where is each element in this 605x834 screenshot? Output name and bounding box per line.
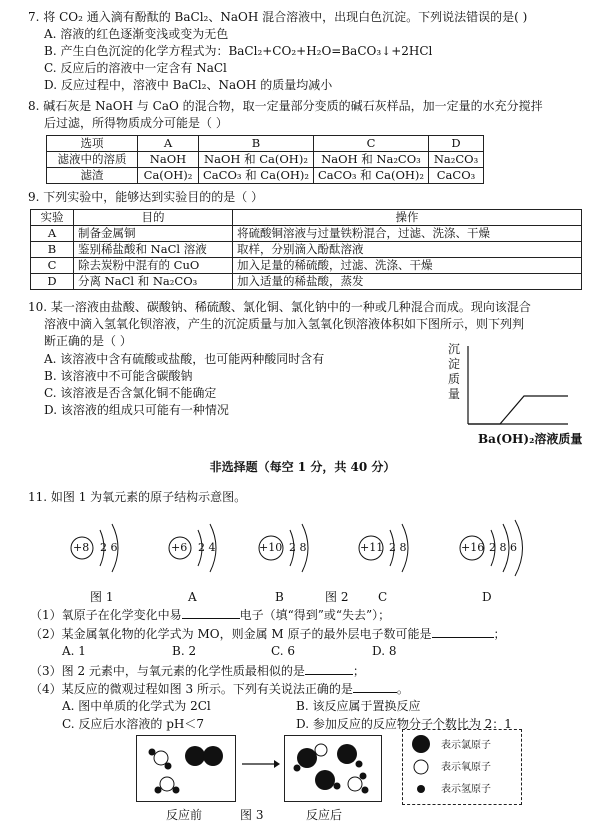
q10-option-a: A. 该溶液中含有硫酸或盐酸，也可能两种酸同时含有: [44, 352, 325, 366]
atomA-shells: 2 4: [198, 541, 216, 554]
q9-cell: A: [31, 226, 74, 242]
legend-oxygen-icon: [414, 760, 428, 774]
q10-option-c: C. 该溶液是否含氯化铜不能确定: [44, 386, 217, 400]
table-row: [31, 242, 582, 258]
atomD-label: D: [482, 590, 492, 604]
graph-axes: [448, 338, 588, 438]
q11-sub1: [30, 607, 390, 623]
reaction-before-molecules: [137, 736, 235, 801]
q11-sub2-option-d: D. 8: [372, 644, 397, 658]
table-row: [47, 168, 484, 184]
q11-sub2-text-a: （2）某金属氧化物的化学式为 MO，则金属 M 原子的最外层电子数可能是: [30, 627, 432, 641]
atomB-label: B: [275, 590, 284, 604]
q9-cell: 加入适量的稀盐酸，蒸发: [233, 274, 582, 290]
atomC-nucleus: +11: [360, 541, 384, 554]
legend-oxygen-label: 表示氧原子: [441, 762, 491, 773]
q9-header-0: 实验: [31, 210, 74, 226]
reaction-after-molecules: [285, 736, 381, 801]
q7-option-c: C. 反应后的溶液中一定含有 NaCl: [44, 61, 227, 75]
table-row: [31, 274, 582, 290]
q11-sub1-text-a: （1）氧原子在化学变化中易: [30, 608, 182, 622]
q9-header-2: 操作: [233, 210, 582, 226]
q8-cell: Na₂CO₃: [429, 152, 484, 168]
q11-sub4-text-a: （4）某反应的微观过程如图 3 所示。下列有关说法正确的是: [30, 682, 353, 696]
q9-cell: 除去炭粉中混有的 CuO: [74, 258, 233, 274]
atomC-label: C: [378, 590, 388, 604]
table-row: [31, 210, 582, 226]
q10-stem-line1: 10. 某一溶液由盐酸、碳酸钠、稀硫酸、氯化铜、氯化钠中的一种或几种混合而成。现向该混合: [28, 300, 531, 314]
q8-cell: CaCO₃ 和 Ca(OH)₂: [199, 168, 314, 184]
q8-header-4: D: [429, 136, 484, 152]
q8-stem-line1: 8. 碱石灰是 NaOH 与 CaO 的混合物，取一定量部分变质的碱石灰样品，加一定量的水充分搅拌: [28, 99, 543, 113]
atomB-nucleus: +10: [259, 541, 283, 554]
q11-sub4-text-b: 。: [396, 682, 409, 696]
q8-cell: CaCO₃: [429, 168, 484, 184]
q9-cell: 加入足量的稀硫酸，过滤、洗涤、干燥: [233, 258, 582, 274]
q8-cell: NaOH: [138, 152, 199, 168]
q8-cell: 滤液中的溶质: [47, 152, 138, 168]
q11-sub4-option-b: B. 该反应属于置换反应: [296, 699, 421, 713]
q7-option-b: B. 产生白色沉淀的化学方程式为：BaCl₂+CO₂+H₂O=BaCO₃↓+2HCl: [44, 44, 433, 58]
q10-graph: [448, 338, 588, 450]
q11-sub2: [30, 626, 506, 642]
graph-xlabel: Ba(OH)₂溶液质量: [478, 432, 583, 446]
atomB-shells: 2 8: [289, 541, 307, 554]
reaction-after-box: [284, 735, 382, 802]
q9-cell: 分离 NaCl 和 Na₂CO₃: [74, 274, 233, 290]
table-row: [31, 258, 582, 274]
table-row: [47, 152, 484, 168]
fig3-after-label: 反应后: [306, 808, 343, 822]
graph-ylabel: 沉淀质量: [448, 342, 461, 401]
q9-cell: 将硫酸铜溶液与过量铁粉混合，过滤、洗涤、干燥: [233, 226, 582, 242]
q8-header-3: C: [314, 136, 429, 152]
q11-sub2-option-c: C. 6: [271, 644, 296, 658]
fig3-label: 图 3: [240, 808, 264, 822]
q8-cell: NaOH 和 Na₂CO₃: [314, 152, 429, 168]
q7-option-d: D. 反应过程中，溶液中 BaCl₂、NaOH 的质量均减小: [44, 78, 333, 92]
legend-chlorine-label: 表示氯原子: [441, 740, 491, 751]
q8-header-2: B: [199, 136, 314, 152]
q11-sub3-text-b: ；: [352, 664, 365, 678]
q11-sub4-option-d: D. 参加反应的反应物分子个数比为 2：1: [296, 717, 512, 731]
q8-cell: CaCO₃ 和 Ca(OH)₂: [314, 168, 429, 184]
q11-sub4-option-a: A. 图中单质的化学式为 2Cl: [62, 699, 211, 713]
legend-icons: [407, 730, 437, 804]
atom1-nucleus: +8: [73, 541, 90, 554]
q8-cell: 滤渣: [47, 168, 138, 184]
q11-sub1-text-b: 电子（填“得到”或“失去”）；: [239, 608, 391, 622]
graph-curve: [468, 396, 568, 424]
q9-cell: 取样，分别滴入酚酞溶液: [233, 242, 582, 258]
q11-sub3: [30, 663, 365, 679]
atomC-shells: 2 8: [389, 541, 407, 554]
q11-sub4: [30, 681, 409, 697]
atomA-nucleus: +6: [171, 541, 188, 554]
q8-cell: Ca(OH)₂: [138, 168, 199, 184]
table-row: [31, 226, 582, 242]
q9-stem: 9. 下列实验中，能够达到实验目的的是（ ）: [28, 190, 264, 204]
q11-sub4-option-c: C. 反应后水溶液的 pH＜7: [62, 717, 204, 731]
table-row: [47, 136, 484, 152]
q10-option-b: B. 该溶液中不可能含碳酸钠: [44, 369, 193, 383]
q8-header-1: A: [138, 136, 199, 152]
q11-sub2-text-b: ；: [493, 627, 506, 641]
q9-cell: B: [31, 242, 74, 258]
q10-option-d: D. 该溶液的组成只可能有一种情况: [44, 403, 229, 417]
q10-stem-line3: 断正确的是（ ）: [44, 334, 132, 348]
q7-option-a: A. 溶液的红色逐渐变浅或变为无色: [44, 27, 229, 41]
reaction-arrow-icon: [240, 758, 280, 770]
atomD-shells: 2 8 6: [489, 541, 517, 554]
q11-sub1-blank[interactable]: [182, 607, 240, 619]
q11-sub3-blank[interactable]: [305, 663, 353, 675]
q10-stem-line2: 溶液中滴入氢氧化钡溶液，产生的沉淀质量与加入氢氧化钡溶液体积如下图所示，则下列判: [44, 317, 525, 331]
q9-cell: D: [31, 274, 74, 290]
figure2-label: 图 2: [325, 590, 349, 604]
figure1-label: 图 1: [90, 590, 114, 604]
reaction-before-box: [136, 735, 236, 802]
q11-sub2-blank[interactable]: [432, 626, 494, 638]
q8-header-0: 选项: [47, 136, 138, 152]
q11-sub2-option-b: B. 2: [172, 644, 197, 658]
q11-sub3-text-a: （3）图 2 元素中，与氧元素的化学性质最相似的是: [30, 664, 305, 678]
q9-table: [30, 209, 582, 290]
q8-table: [46, 135, 484, 184]
q9-cell: 鉴别稀盐酸和 NaCl 溶液: [74, 242, 233, 258]
legend-hydrogen-icon: [417, 785, 425, 793]
atomD-nucleus: +16: [461, 541, 485, 554]
legend-hydrogen-label: 表示氢原子: [441, 784, 491, 795]
q8-stem-line2: 后过滤，所得物质成分可能是（ ）: [44, 116, 228, 130]
atomA-label: A: [188, 590, 197, 604]
q9-header-1: 目的: [74, 210, 233, 226]
q9-cell: 制备金属铜: [74, 226, 233, 242]
q8-cell: NaOH 和 Ca(OH)₂: [199, 152, 314, 168]
section2-title: 非选择题（每空 1 分，共 40 分）: [209, 460, 396, 474]
q11-sub4-blank[interactable]: [353, 681, 397, 693]
fig3-before-label: 反应前: [166, 808, 203, 822]
q7-stem: 7. 将 CO₂ 通入滴有酚酞的 BaCl₂、NaOH 混合溶液中，出现白色沉淀。下列说法错误的是( ): [28, 10, 528, 24]
q11-sub2-option-a: A. 1: [62, 644, 86, 658]
atom1-shells: 2 6: [100, 541, 118, 554]
legend-chlorine-icon: [412, 735, 430, 753]
fig3-legend: [402, 729, 522, 805]
q9-cell: C: [31, 258, 74, 274]
q11-stem: 11. 如图 1 为氧元素的原子结构示意图。: [28, 490, 247, 504]
